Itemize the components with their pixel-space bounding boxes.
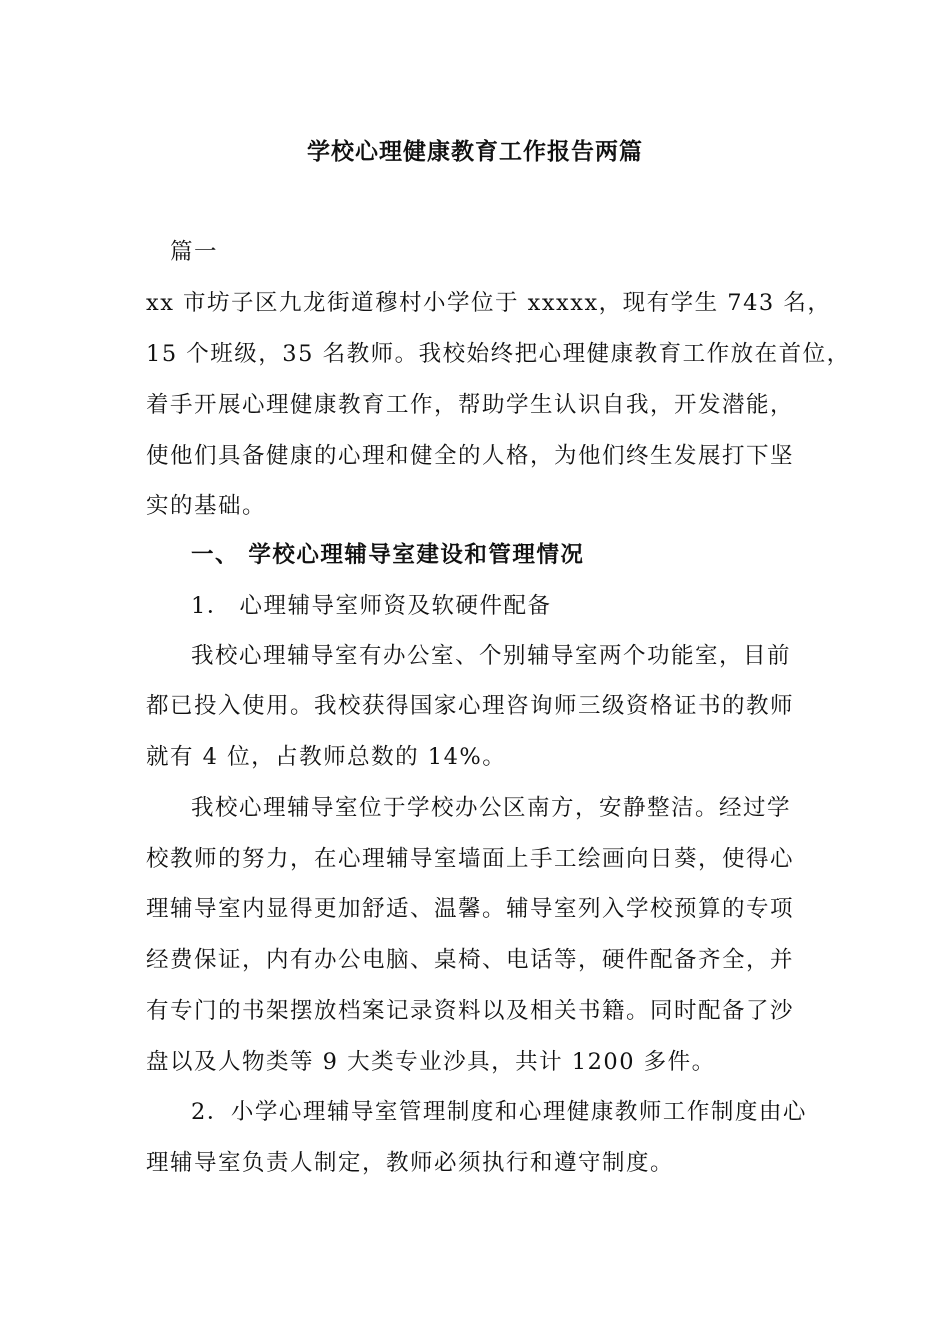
paragraph-line: 校教师的努力，在心理辅导室墙面上手工绘画向日葵，使得心 xyxy=(146,846,795,872)
paragraph-line: 我校心理辅导室位于学校办公区南方，安静整洁。经过学 xyxy=(191,795,792,821)
paragraph-line: 我校心理辅导室有办公室、个别辅导室两个功能室，目前 xyxy=(191,643,792,669)
paragraph-line: 实的基础。 xyxy=(146,493,267,519)
paragraph-line: 就有 4 位，占教师总数的 14%。 xyxy=(146,744,507,770)
paragraph-line: 都已投入使用。我校获得国家心理咨询师三级资格证书的教师 xyxy=(146,693,795,719)
paragraph-line: 理辅导室负责人制定，教师必须执行和遵守制度。 xyxy=(146,1150,675,1176)
paragraph-line: 盘以及人物类等 9 大类专业沙具，共计 1200 多件。 xyxy=(146,1049,716,1075)
paragraph-line: 经费保证，内有办公电脑、桌椅、电话等，硬件配备齐全，并 xyxy=(146,947,795,973)
section-heading: 一、 学校心理辅导室建设和管理情况 xyxy=(191,542,585,568)
section-label: 篇一 xyxy=(170,239,219,265)
paragraph-line: xx 市坊子区九龙街道穆村小学位于 xxxxx，现有学生 743 名， xyxy=(146,290,832,316)
subsection-heading: 1． 心理辅导室师资及软硬件配备 xyxy=(191,593,552,619)
paragraph-line: 2．小学心理辅导室管理制度和心理健康教师工作制度由心 xyxy=(191,1099,807,1125)
document-title: 学校心理健康教育工作报告两篇 xyxy=(307,138,643,165)
paragraph-line: 15 个班级，35 名教师。我校始终把心理健康教育工作放在首位， xyxy=(146,341,851,367)
paragraph-line: 有专门的书架摆放档案记录资料以及相关书籍。同时配备了沙 xyxy=(146,998,795,1024)
paragraph-line: 着手开展心理健康教育工作，帮助学生认识自我，开发潜能， xyxy=(146,392,795,418)
paragraph-line: 理辅导室内显得更加舒适、温馨。辅导室列入学校预算的专项 xyxy=(146,896,795,922)
paragraph-line: 使他们具备健康的心理和健全的人格，为他们终生发展打下坚 xyxy=(146,443,795,469)
